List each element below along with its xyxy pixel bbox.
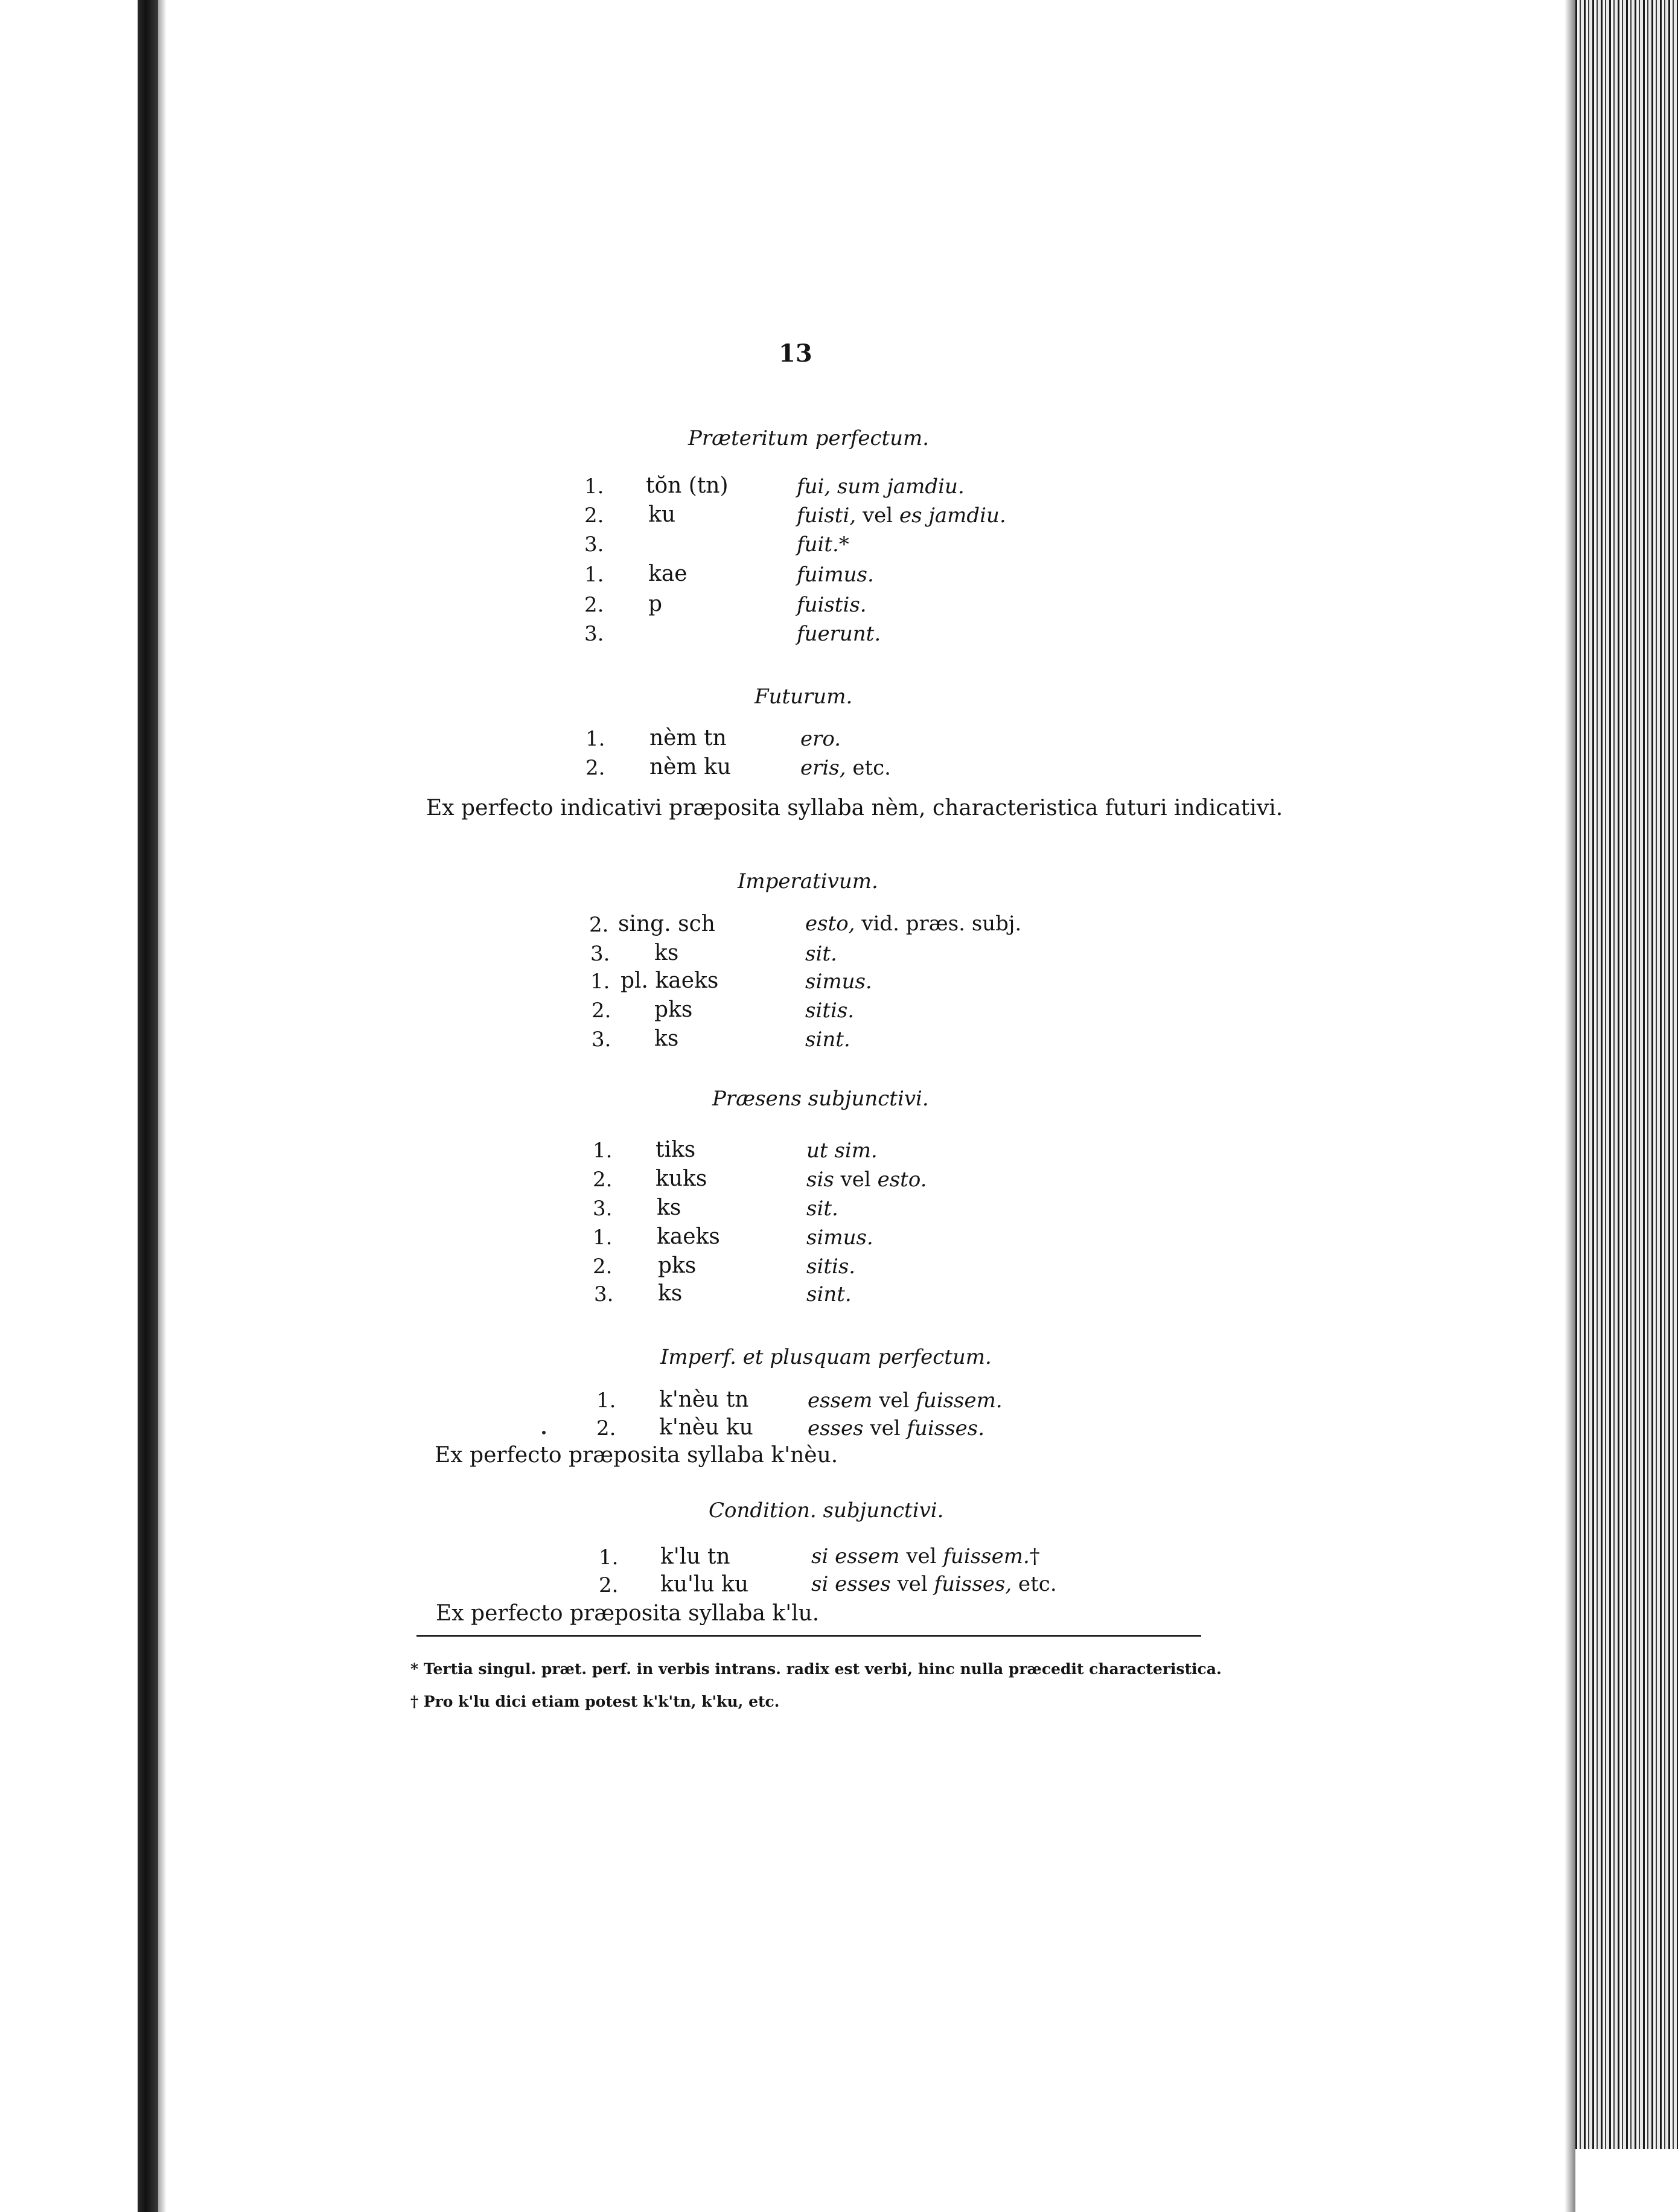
section-heading: Imperativum. [738,869,878,893]
page-edge-shadow [1565,0,1577,2212]
verb-form: k'nèu ku [659,1415,753,1440]
latin-gloss: fuit.* [797,532,849,557]
row-number: 1. [584,475,604,499]
row-number: 2. [589,913,609,937]
section-heading: Imperf. et plusquam perfectum. [660,1345,992,1369]
page-edge-bottom [1575,2149,1678,2212]
latin-gloss: si essem vel fuissem.† [811,1544,1040,1568]
verb-form: ks [658,1281,683,1306]
row-number: 1. [596,1389,616,1413]
verb-form: nèm tn [649,726,727,750]
row-number: 1. [599,1546,619,1570]
row-number: 2. [596,1416,616,1440]
latin-gloss: sit. [806,1197,838,1221]
verb-form: tŏn (tn) [646,473,729,498]
section-note: Ex perfecto præposita syllaba k'lu. [436,1601,820,1626]
verb-form: nèm ku [649,755,732,779]
footnote: † Pro k'lu dici etiam potest k'k'tn, k'ku, etc. [410,1693,780,1710]
verb-form: pks [654,997,693,1022]
row-number: 2. [585,756,605,780]
verb-form: k'lu tn [660,1544,730,1569]
row-number: 3. [584,532,604,557]
latin-gloss: sitis. [806,1255,856,1279]
row-number: 2. [584,593,604,617]
verb-form: sing. sch [618,912,715,936]
row-number: 1. [593,1139,613,1163]
latin-gloss: essem vel fuissem. [808,1389,1003,1413]
footnote: * Tertia singul. præt. perf. in verbis intrans. radix est verbi, hinc nulla præcedit characteristica. [410,1660,1222,1678]
book-spine [138,0,158,2212]
latin-gloss: sis vel esto. [806,1168,927,1192]
verb-form: pks [658,1253,697,1278]
section-note: Ex perfecto præposita syllaba k'nèu. [435,1443,838,1468]
latin-gloss: ero. [800,727,841,751]
verb-form: ku'lu ku [660,1572,749,1597]
row-number: 3. [584,622,604,646]
row-number: 2. [599,1573,619,1597]
latin-gloss: esses vel fuisses. [808,1416,985,1440]
book-page-edges [1575,0,1678,2212]
verb-form: p [648,592,663,616]
latin-gloss: simus. [806,1226,873,1250]
spine-shadow [158,0,167,2212]
latin-gloss: sint. [806,1282,852,1306]
section-heading: Condition. subjunctivi. [709,1498,944,1523]
row-number: 3. [593,1197,613,1221]
section-heading: Futurum. [754,685,853,709]
row-number: 1. [584,563,604,587]
verb-form: ks [657,1195,681,1220]
verb-form: tiks [656,1137,696,1162]
verb-form: kae [648,561,687,586]
latin-gloss: sitis. [805,999,855,1023]
latin-gloss: ut sim. [806,1139,878,1163]
verb-form: pl. kaeks [620,968,719,993]
stray-dot [542,1431,546,1434]
verb-form: kuks [656,1166,707,1191]
section-heading: Præsens subjunctivi. [712,1087,929,1111]
verb-form: ks [654,941,679,965]
latin-gloss: simus. [805,970,872,994]
footnote-rule [416,1635,1201,1637]
latin-gloss: fuistis. [797,593,867,617]
latin-gloss: fuimus. [797,563,874,587]
row-number: 1. [593,1226,613,1250]
row-number: 3. [590,942,610,966]
latin-gloss: fuisti, vel es jamdiu. [797,503,1006,528]
latin-gloss: fuerunt. [797,622,881,646]
page-number: 13 [779,339,812,368]
row-number: 1. [585,727,605,751]
latin-gloss: esto, vid. præs. subj. [805,912,1022,936]
row-number: 2. [593,1168,613,1192]
latin-gloss: eris, etc. [800,756,891,780]
section-note: Ex perfecto indicativi præposita syllaba nèm, characteristica futuri indicativi. [426,796,1283,820]
verb-form: k'nèu tn [659,1387,749,1412]
row-number: 2. [592,999,611,1023]
section-heading: Præteritum perfectum. [688,426,930,450]
row-number: 2. [584,503,604,528]
row-number: 3. [594,1282,614,1306]
verb-form: ku [648,502,675,527]
latin-gloss: sint. [805,1028,850,1052]
latin-gloss: si esses vel fuisses, etc. [811,1572,1057,1596]
verb-form: kaeks [657,1224,720,1249]
row-number: 2. [593,1255,613,1279]
row-number: 1. [590,970,610,994]
verb-form: ks [654,1026,679,1051]
row-number: 3. [592,1028,611,1052]
latin-gloss: fui, sum jamdiu. [797,475,965,499]
latin-gloss: sit. [805,942,837,966]
